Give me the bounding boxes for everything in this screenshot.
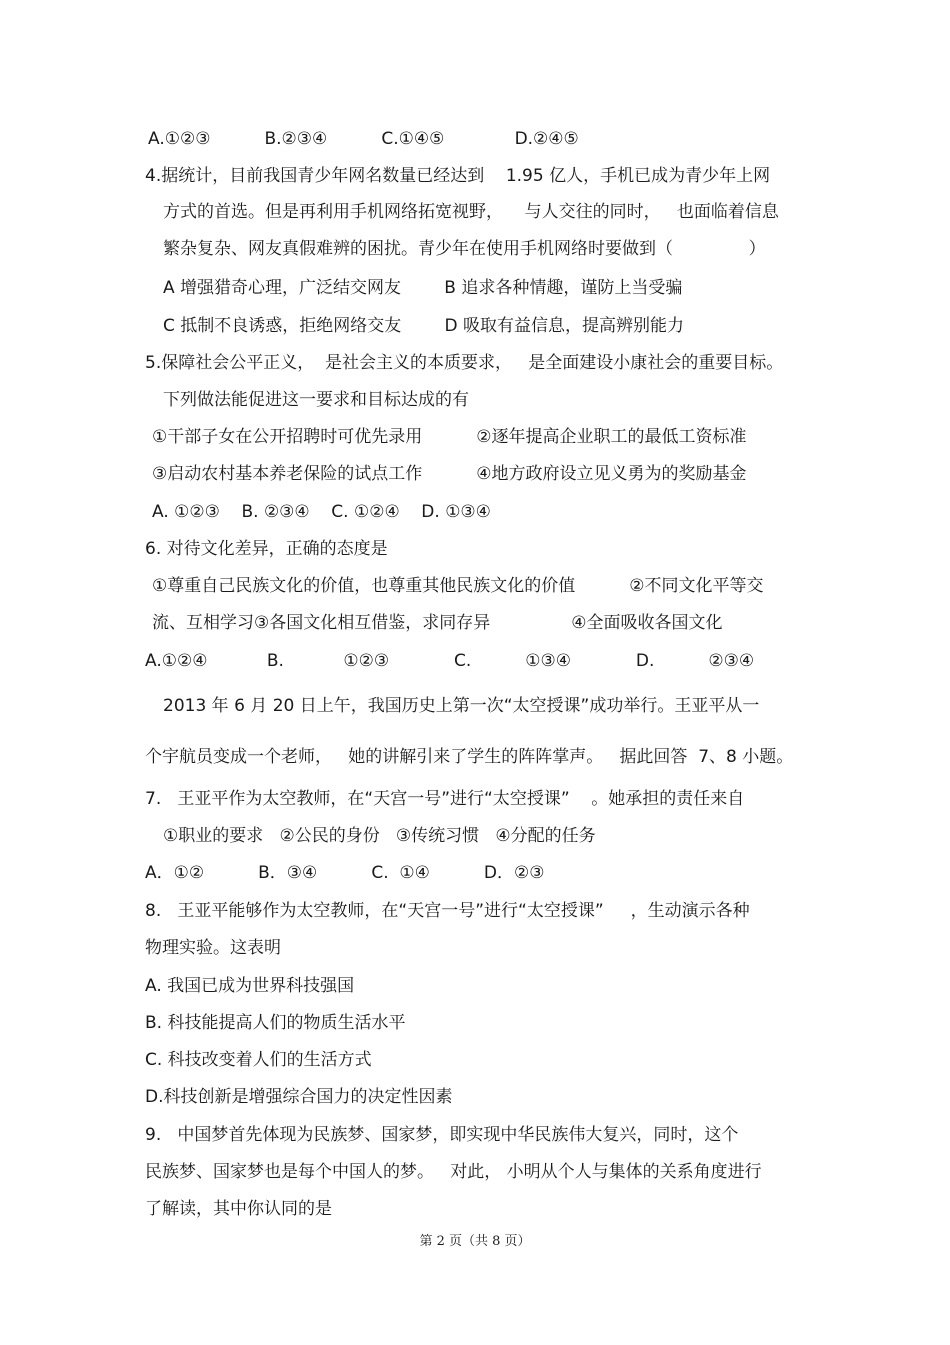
text-line: A. 我国已成为世界科技强国: [145, 976, 355, 996]
text-line: 6. 对待文化差异，正确的态度是: [145, 539, 388, 559]
text-line: A. ①②③ B. ②③④ C. ①②④ D. ①③④: [152, 502, 491, 522]
text-line: 7. 王亚平作为太空教师，在“天宫一号”进行“太空授课” 。她承担的责任来自: [145, 789, 745, 809]
text-line: C. 科技改变着人们的生活方式: [145, 1050, 372, 1070]
text-line: ①干部子女在公开招聘时可优先录用 ②逐年提高企业职工的最低工资标准: [152, 427, 747, 447]
page-footer: 第 2 页（共 8 页）: [419, 1234, 531, 1249]
text-line: 8. 王亚平能够作为太空教师，在“天宫一号”进行“太空授课” ，生动演示各种: [145, 901, 750, 921]
text-line: ③启动农村基本养老保险的试点工作 ④地方政府设立见义勇为的奖励基金: [152, 464, 747, 484]
text-line: 了解读，其中你认同的是: [145, 1199, 332, 1219]
text-line: C 抵制不良诱惑，拒绝网络交友 D 吸取有益信息，提高辨别能力: [163, 316, 684, 336]
text-line: 流、互相学习③各国文化相互借鉴，求同存异 ④全面吸收各国文化: [152, 613, 723, 633]
text-line: 民族梦、国家梦也是每个中国人的梦。 对此， 小明从个人与集体的关系角度进行: [145, 1162, 762, 1182]
text-line: A.①②④ B. ①②③ C. ①③④ D. ②③④: [145, 651, 755, 671]
text-line: 物理实验。这表明: [145, 938, 281, 958]
text-line: 2013 年 6 月 20 日上午，我国历史上第一次“太空授课”成功举行。王亚平从一: [163, 696, 760, 716]
text-line: A．①② B．③④ C. ①④ D．②③: [145, 863, 545, 883]
text-line: 个宇航员变成一个老师， 她的讲解引来了学生的阵阵掌声。 据此回答 7、8 小题。: [145, 747, 794, 767]
text-line: D.科技创新是增强综合国力的决定性因素: [145, 1087, 453, 1107]
text-line: ①职业的要求 ②公民的身份 ③传统习惯 ④分配的任务: [163, 826, 596, 846]
text-line: 下列做法能促进这一要求和目标达成的有: [163, 390, 469, 410]
text-line: B. 科技能提高人们的物质生活水平: [145, 1013, 406, 1033]
text-line: ①尊重自己民族文化的价值，也尊重其他民族文化的价值 ②不同文化平等交: [152, 576, 764, 596]
text-line: 9. 中国梦首先体现为民族梦、国家梦，即实现中华民族伟大复兴，同时，这个: [145, 1125, 739, 1145]
text-line: 5.保障社会公平正义， 是社会主义的本质要求， 是全面建设小康社会的重要目标。: [145, 353, 784, 373]
text-line: 繁杂复杂、网友真假难辨的困扰。青少年在使用手机网络时要做到（ ）: [163, 239, 766, 259]
text-line: A 增强猎奇心理，广泛结交网友 B 追求各种情趣，谨防上当受骗: [163, 278, 683, 298]
text-line: A.①②③ B.②③④ C.①④⑤ D.②④⑤: [148, 129, 579, 149]
text-line: 4.据统计，目前我国青少年网名数量已经达到 1.95 亿人，手机已成为青少年上网: [145, 166, 771, 186]
text-line: 方式的首选。但是再利用手机网络拓宽视野， 与人交往的同时， 也面临着信息: [163, 202, 779, 222]
